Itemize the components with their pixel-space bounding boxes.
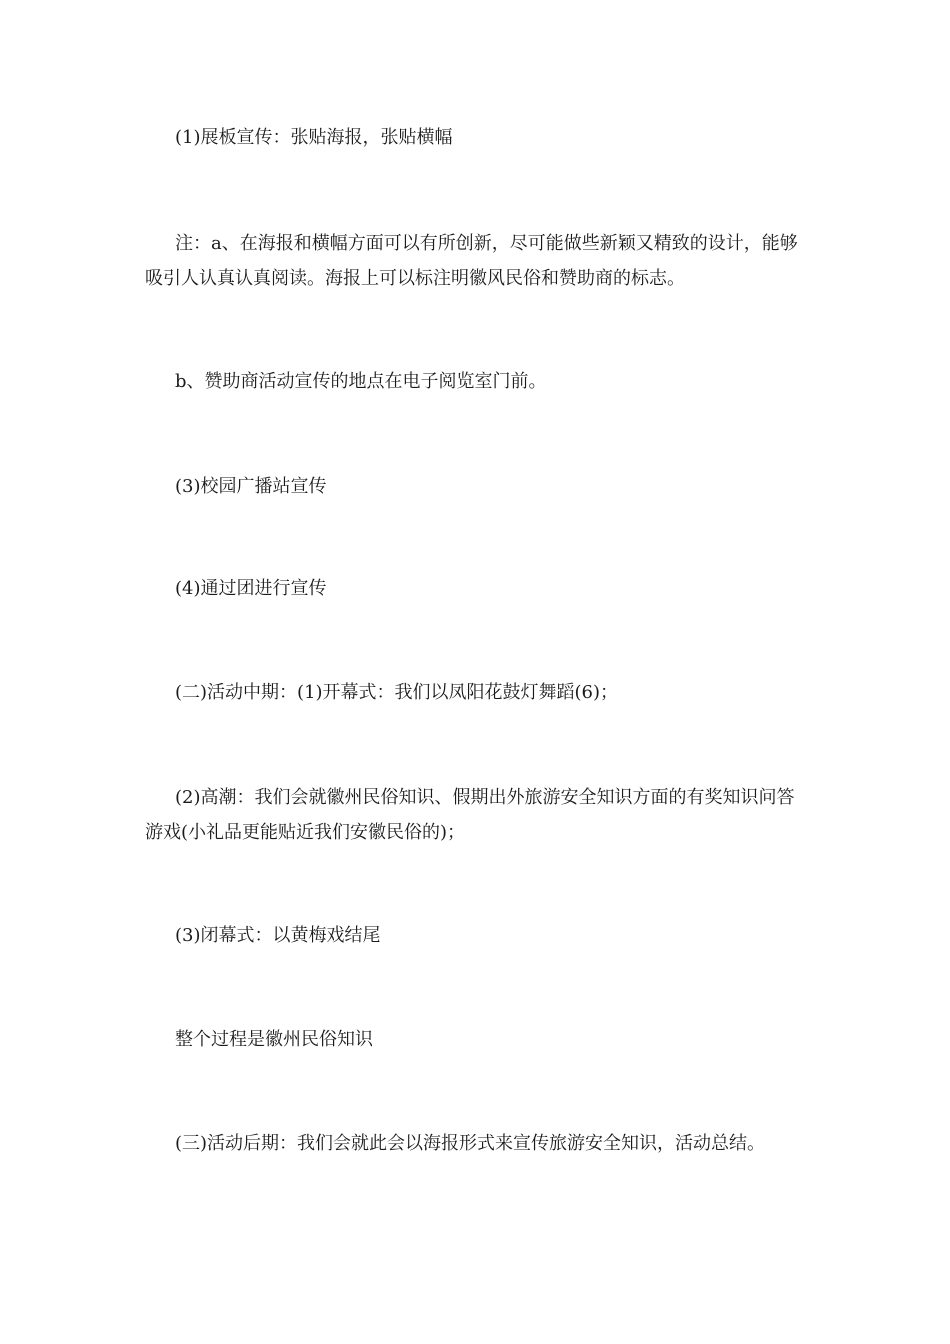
paragraph-climax: (2)高潮：我们会就徽州民俗知识、假期出外旅游安全知识方面的有奖知识问答游戏(小礼品更能贴近我们安徽民俗的)； (145, 787, 795, 843)
paragraph-mid-stage: (二)活动中期：(1)开幕式：我们以凤阳花鼓灯舞蹈(6)； (175, 682, 619, 703)
paragraph-league-promotion: (4)通过团进行宣传 (175, 578, 327, 599)
paragraph-note-a: 注：a、在海报和横幅方面可以有所创新，尽可能做些新颖又精致的设计，能够吸引人认真认真阅读。海报上可以标注明徽风民俗和赞助商的标志。 (145, 233, 798, 289)
paragraph-campus-radio: (3)校园广播站宣传 (175, 476, 327, 497)
paragraph-closing: (3)闭幕式：以黄梅戏结尾 (175, 925, 381, 946)
paragraph-note-b: b、赞助商活动宣传的地点在电子阅览室门前。 (175, 371, 547, 392)
paragraph-late-stage: (三)活动后期：我们会就此会以海报形式来宣传旅游安全知识，活动总结。 (175, 1133, 766, 1154)
paragraph-display-board: (1)展板宣传：张贴海报，张贴横幅 (175, 127, 453, 148)
paragraph-whole-process: 整个过程是徽州民俗知识 (175, 1029, 373, 1050)
